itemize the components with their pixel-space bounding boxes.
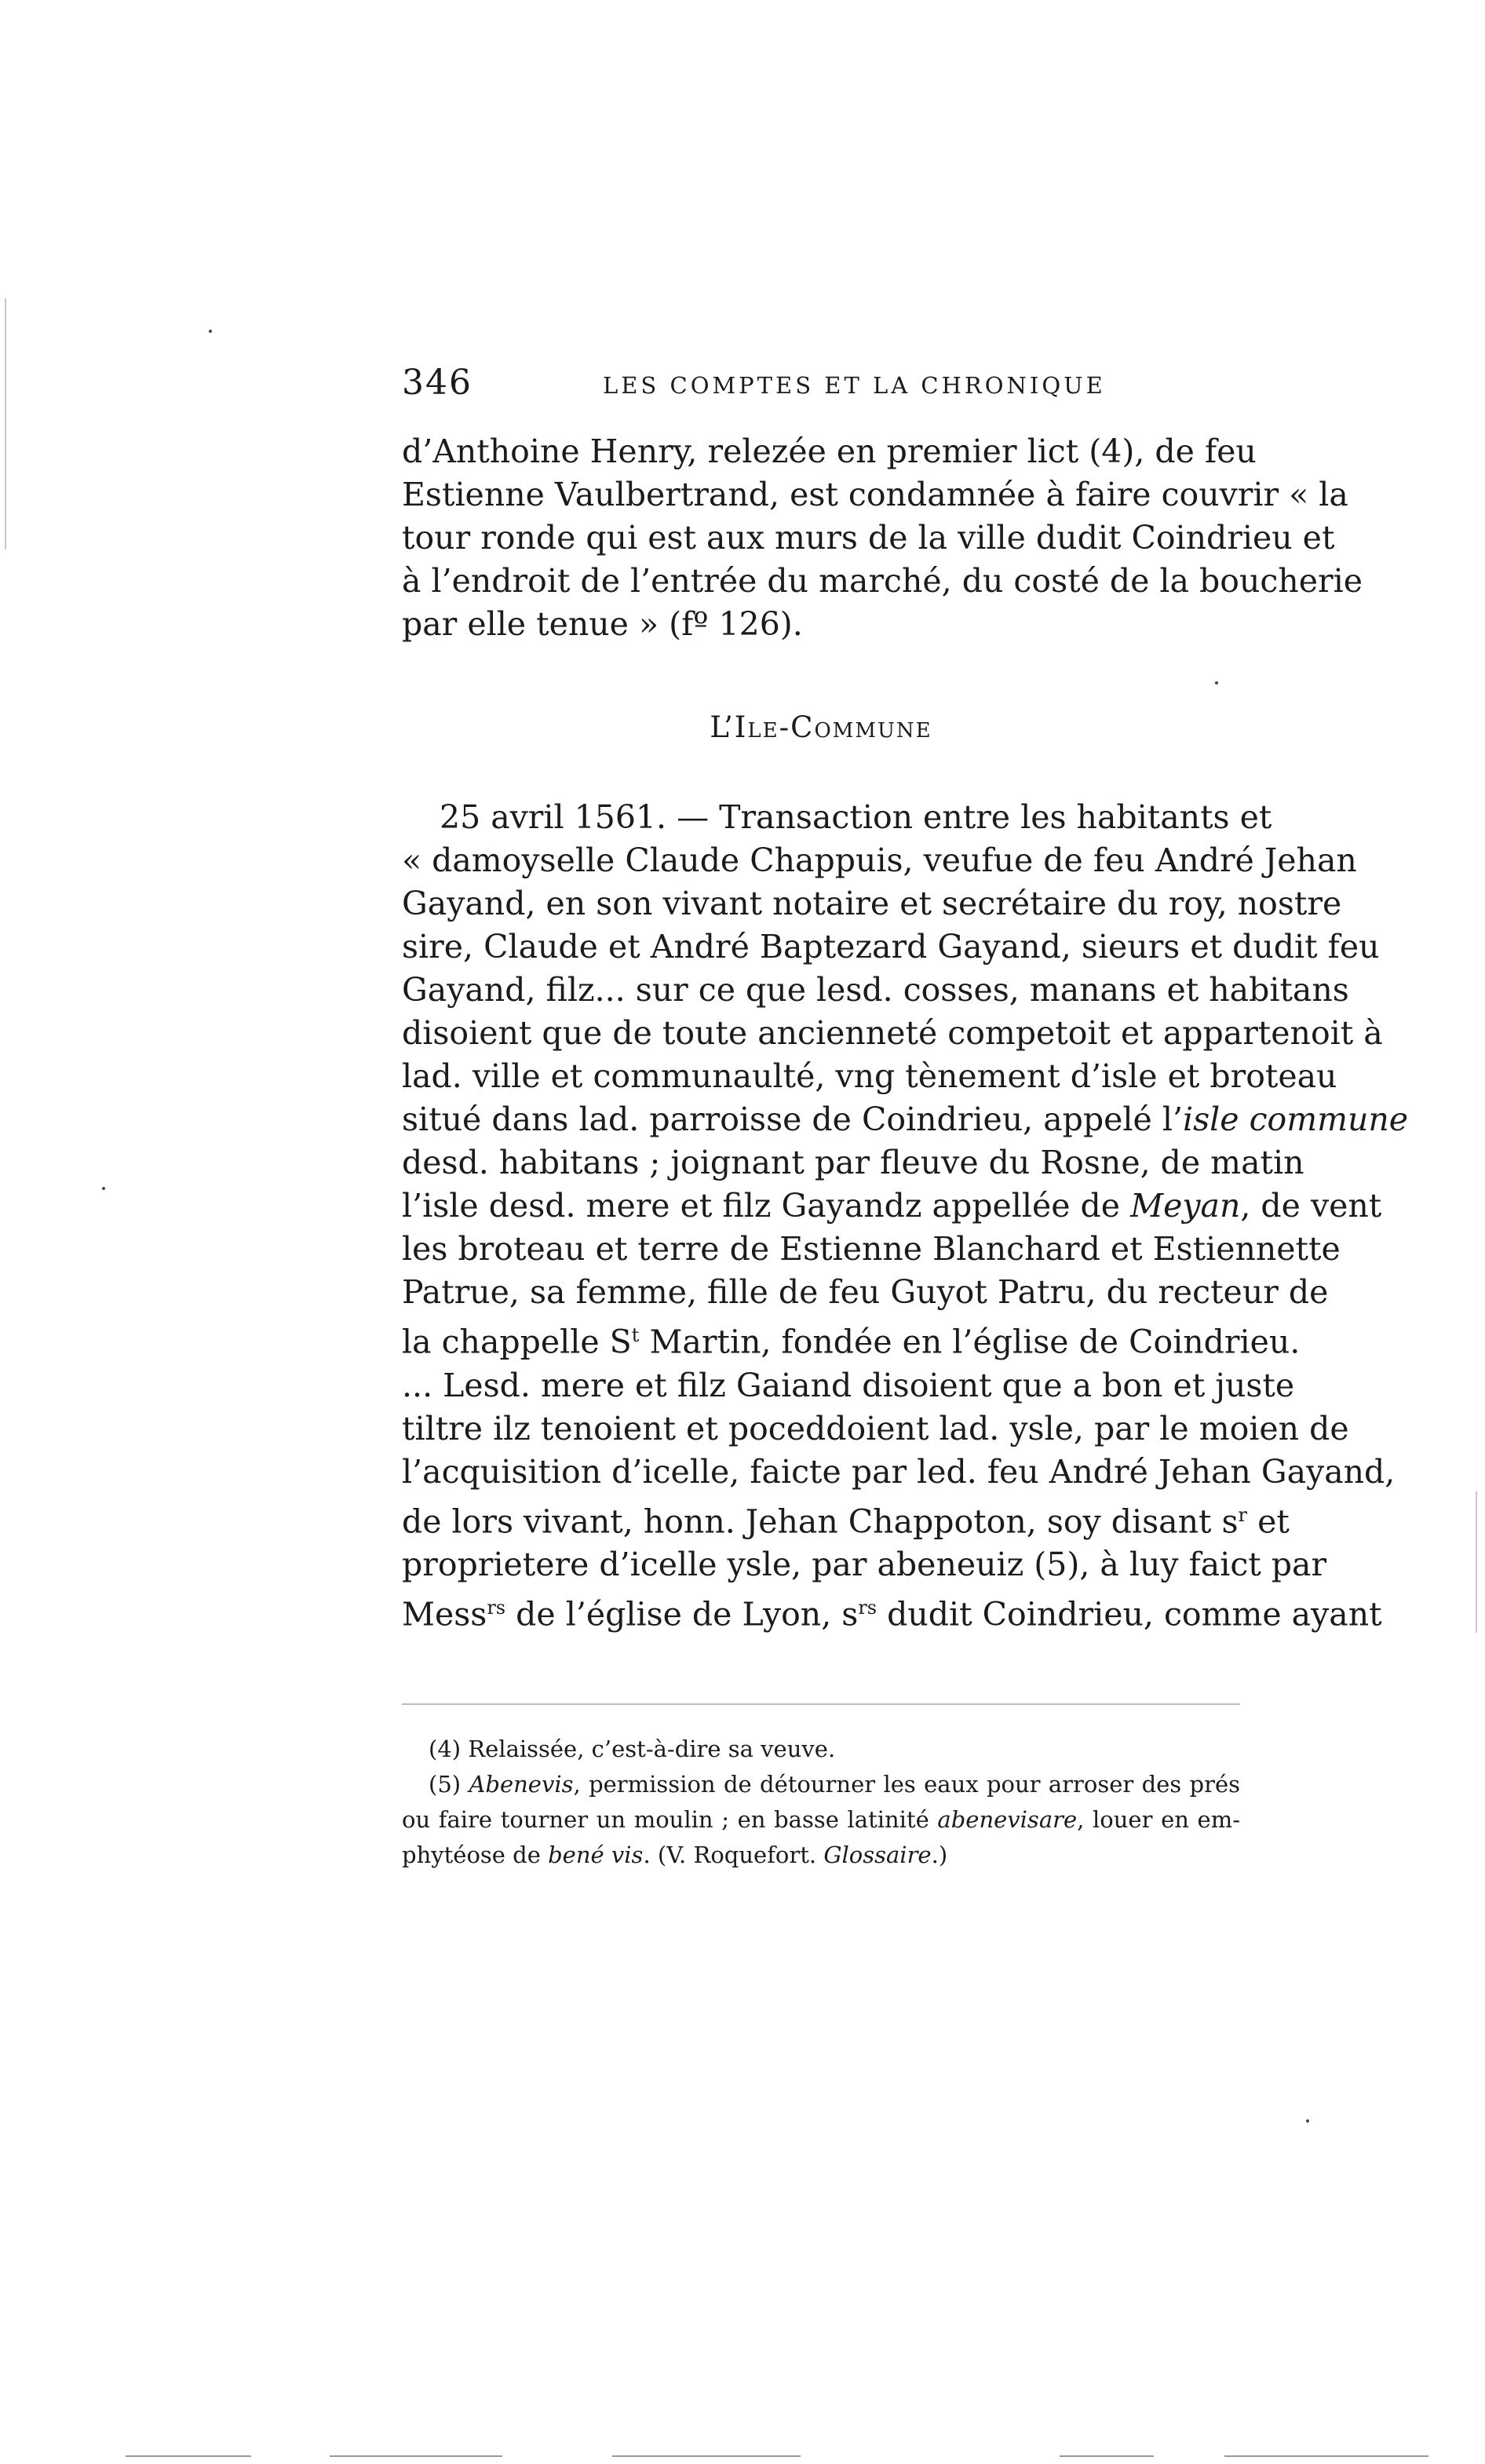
text-line bbox=[402, 1494, 1290, 1544]
superscript: rs bbox=[858, 1597, 878, 1619]
text-line: 25 avril 1561. — Transaction entre les habitants et bbox=[440, 798, 1272, 836]
text-span: ou faire tourner un moulin ; en basse latinité bbox=[402, 1806, 938, 1833]
footnote-mark: (5) bbox=[429, 1771, 469, 1798]
margin-speck bbox=[102, 1187, 105, 1190]
scan-bottom-rule bbox=[126, 2455, 251, 2457]
margin-speck bbox=[1215, 681, 1218, 684]
text-line: à l’endroit de l’entrée du marché, du costé de la boucherie bbox=[402, 562, 1363, 600]
footnote-4: (4) Relaissée, c’est-à-dire sa veuve. bbox=[429, 1736, 836, 1762]
text-span: et bbox=[1247, 1502, 1290, 1541]
scan-bottom-rule bbox=[330, 2455, 502, 2457]
text-line: l’acquisition d’icelle, faicte par led. feu André Jehan Gayand, bbox=[402, 1452, 1396, 1491]
left-page-edge bbox=[5, 298, 6, 549]
text-span: la chappelle S bbox=[402, 1323, 632, 1361]
text-line bbox=[402, 1586, 1382, 1637]
italic-term: bené vis bbox=[548, 1842, 644, 1868]
text-span: situé dans lad. parroisse de Coindrieu, appelé l’ bbox=[402, 1101, 1183, 1138]
main-paragraph bbox=[402, 796, 1409, 1637]
text-span: .) bbox=[931, 1842, 948, 1868]
text-line: par elle tenue » (fº 126). bbox=[402, 605, 803, 643]
text-line: tiltre ilz tenoient et poceddoient lad. ysle, par le moien de bbox=[402, 1409, 1349, 1447]
italic-term: abenevisare bbox=[937, 1806, 1078, 1833]
footnote-5 bbox=[402, 1767, 1240, 1802]
margin-speck bbox=[1306, 2119, 1309, 2123]
text-line: lad. ville et communaulté, vng tènement d’isle et broteau bbox=[402, 1057, 1337, 1095]
text-line: desd. habitans ; joignant par fleuve du Rosne, de matin bbox=[402, 1144, 1304, 1181]
text-line: « damoyselle Claude Chappuis, veufue de feu André Jehan bbox=[402, 841, 1357, 879]
text-span: de l’église de Lyon, s bbox=[505, 1595, 859, 1634]
text-line: les broteau et terre de Estienne Blanchard et Estiennette bbox=[402, 1230, 1341, 1268]
text-span: , de vent bbox=[1240, 1187, 1382, 1225]
italic-term: Meyan bbox=[1130, 1187, 1241, 1225]
italic-title: Glossaire bbox=[823, 1842, 932, 1868]
text-line: Gayand, en son vivant notaire et secrétaire du roy, nostre bbox=[402, 885, 1342, 922]
superscript: t bbox=[631, 1324, 640, 1346]
superscript: r bbox=[1238, 1503, 1248, 1526]
text-line: d’Anthoine Henry, relezée en premier lict (4), de feu bbox=[402, 433, 1257, 470]
superscript: rs bbox=[487, 1597, 506, 1619]
text-line bbox=[402, 1185, 1382, 1228]
text-span: de lors vivant, honn. Jehan Chappoton, soy disant s bbox=[402, 1502, 1239, 1541]
text-line: ... Lesd. mere et filz Gaiand disoient que a bon et juste bbox=[402, 1366, 1295, 1404]
running-head: LES COMPTES ET LA CHRONIQUE bbox=[603, 372, 1106, 399]
italic-term: Abenevis bbox=[469, 1771, 574, 1798]
section-heading: L’Ile-Commune bbox=[710, 710, 932, 744]
text-line: sire, Claude et André Baptezard Gayand, sieurs et dudit feu bbox=[402, 928, 1380, 966]
footnote-line bbox=[402, 1802, 1240, 1838]
text-line bbox=[402, 1098, 1409, 1141]
footnotes bbox=[402, 1732, 1240, 1873]
text-span: dudit Coindrieu, comme ayant bbox=[877, 1595, 1382, 1634]
text-line: Patrue, sa femme, fille de feu Guyot Patru, du recteur de bbox=[402, 1273, 1329, 1311]
footnote-separator bbox=[402, 1703, 1240, 1705]
text-line: tour ronde qui est aux murs de la ville dudit Coindrieu et bbox=[402, 519, 1335, 557]
text-span: , permission de détourner les eaux pour arroser des prés bbox=[573, 1771, 1241, 1798]
text-line: proprietere d’icelle ysle, par abeneuiz (5), à luy faict par bbox=[402, 1546, 1327, 1584]
text-line bbox=[402, 1314, 1301, 1364]
margin-speck bbox=[209, 330, 212, 333]
text-span: phytéose de bbox=[402, 1842, 549, 1868]
scan-bottom-rule bbox=[1060, 2455, 1154, 2457]
text-span: l’isle desd. mere et filz Gayandz appellée de bbox=[402, 1187, 1131, 1225]
scan-bottom-rule bbox=[1224, 2455, 1428, 2457]
top-paragraph bbox=[402, 430, 1363, 646]
text-span: , louer en em- bbox=[1077, 1806, 1241, 1833]
page-header bbox=[402, 363, 1240, 410]
right-page-edge bbox=[1476, 1491, 1477, 1633]
text-span: . (V. Roquefort. bbox=[643, 1842, 824, 1868]
text-line: Gayand, filz... sur ce que lesd. cosses, manans et habitans bbox=[402, 971, 1349, 1009]
page-number: 346 bbox=[402, 363, 472, 403]
footnote-line bbox=[402, 1838, 1240, 1873]
text-span: Mess bbox=[402, 1595, 487, 1634]
scan-bottom-rule bbox=[612, 2455, 801, 2457]
text-line: Estienne Vaulbertrand, est condamnée à faire couvrir « la bbox=[402, 476, 1348, 513]
text-line: disoient que de toute ancienneté competoit et appartenoit à bbox=[402, 1014, 1383, 1052]
italic-term: isle commune bbox=[1183, 1101, 1409, 1138]
text-span: Martin, fondée en l’église de Coindrieu. bbox=[639, 1323, 1301, 1361]
